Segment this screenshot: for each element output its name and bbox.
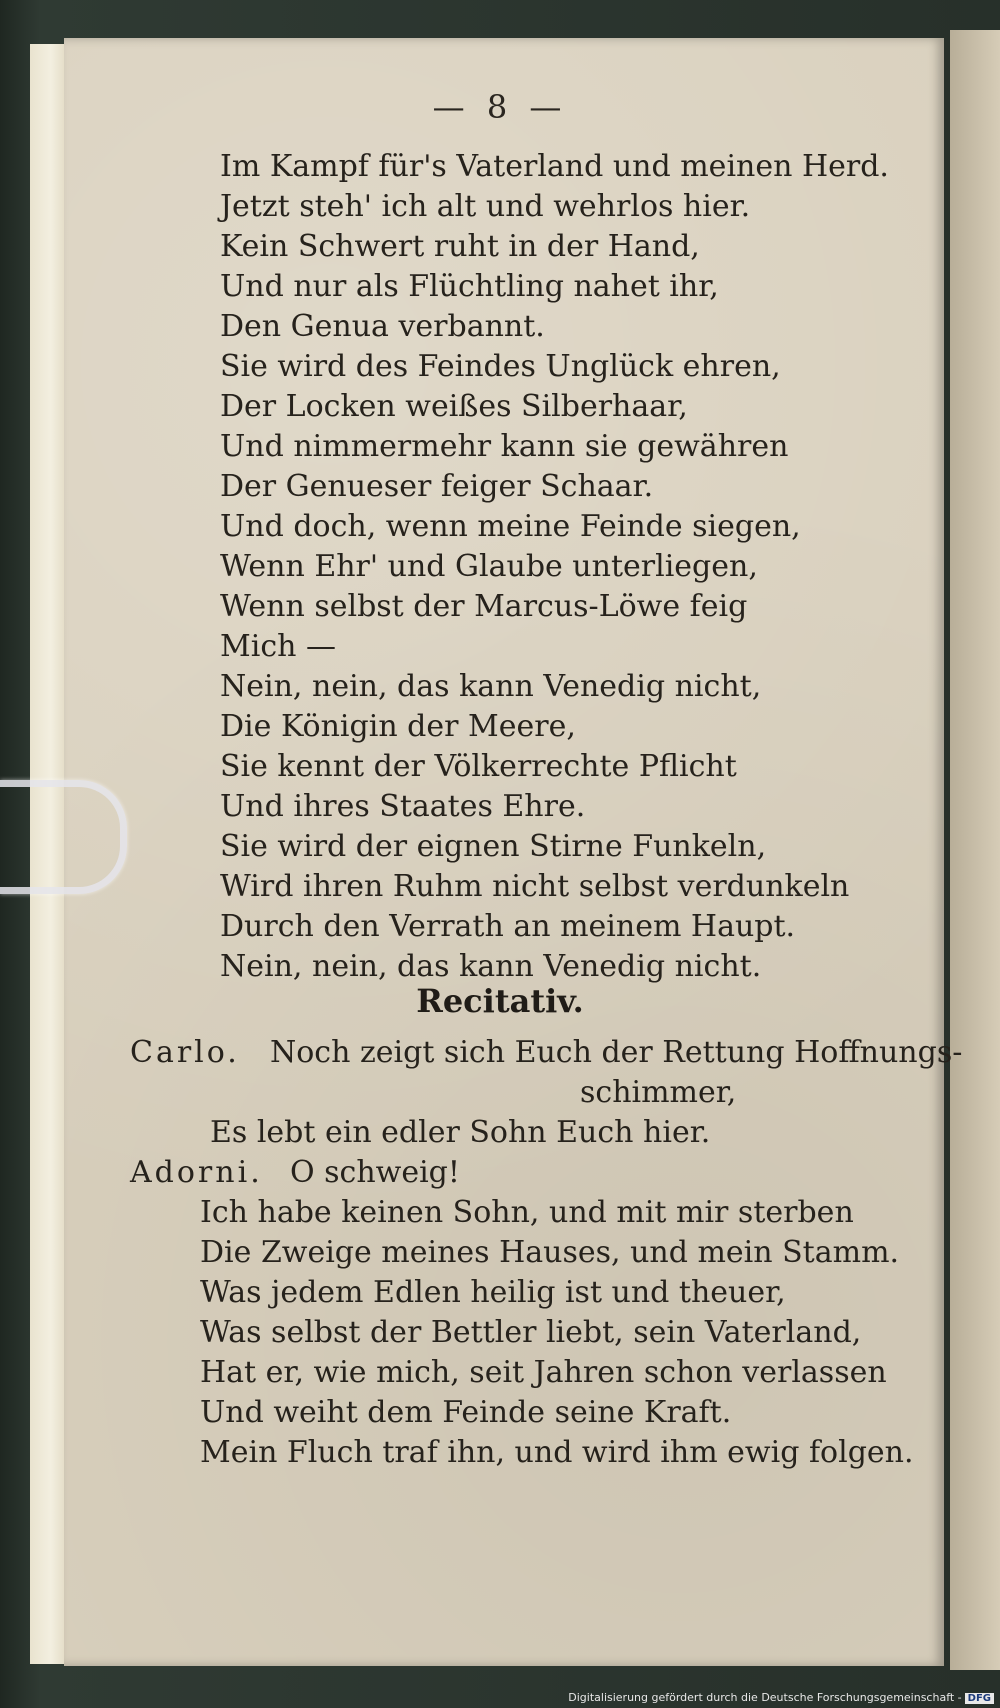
- verse-line: Mich —: [220, 629, 336, 664]
- verse-line: Im Kampf für's Vaterland und meinen Herd.: [220, 149, 889, 184]
- page-number: — 8 —: [432, 88, 568, 126]
- dialogue-line: Ich habe keinen Sohn, und mit mir sterben: [200, 1195, 854, 1230]
- verse-line: Und nur als Flüchtling nahet ihr,: [220, 269, 719, 304]
- section-heading: Recitativ.: [416, 982, 584, 1020]
- verse-line: Und doch, wenn meine Feinde siegen,: [220, 509, 801, 544]
- dialogue-line: Es lebt ein edler Sohn Euch hier.: [210, 1115, 711, 1150]
- verse-line: Jetzt steh' ich alt und wehrlos hier.: [220, 189, 751, 224]
- dialogue-line: Mein Fluch traf ihn, und wird ihm ewig folgen.: [200, 1435, 914, 1470]
- verse-line: Den Genua verbannt.: [220, 309, 545, 344]
- verse-line: Und nimmermehr kann sie gewähren: [220, 429, 789, 464]
- dialogue-line: schimmer,: [580, 1075, 737, 1110]
- verse-line: Der Genueser feiger Schaar.: [220, 469, 654, 504]
- dialogue-line: Die Zweige meines Hauses, und mein Stamm.: [200, 1235, 900, 1270]
- verse-line: Kein Schwert ruht in der Hand,: [220, 229, 700, 264]
- verse-line: Der Locken weißes Silberhaar,: [220, 389, 688, 424]
- page-clip: [0, 780, 127, 894]
- dialogue-line: O schweig!: [290, 1155, 460, 1190]
- verse-line: Die Königin der Meere,: [220, 709, 576, 744]
- speaker-carlo: Carlo.: [130, 1035, 240, 1070]
- verse-line: Nein, nein, das kann Venedig nicht,: [220, 669, 762, 704]
- verse-line: Wenn Ehr' und Glaube unterliegen,: [220, 549, 758, 584]
- digitization-credit: [568, 1691, 994, 1704]
- verse-line: Wird ihren Ruhm nicht selbst verdunkeln: [220, 869, 850, 904]
- dialogue-line: Was jedem Edlen heilig ist und theuer,: [200, 1275, 786, 1310]
- verse-line: Sie kennt der Völkerrechte Pflicht: [220, 749, 737, 784]
- verse-line: Nein, nein, das kann Venedig nicht.: [220, 949, 762, 984]
- dfg-logo: DFG: [965, 1693, 994, 1704]
- credit-text: Digitalisierung gefördert durch die Deutsche Forschungsgemeinschaft -: [568, 1691, 962, 1704]
- facing-page-edge: [950, 30, 1000, 1670]
- speaker-adorni: Adorni.: [130, 1155, 263, 1190]
- dialogue-line: Was selbst der Bettler liebt, sein Vaterland,: [200, 1315, 862, 1350]
- verse-line: Und ihres Staates Ehre.: [220, 789, 586, 824]
- dialogue-line: Noch zeigt sich Euch der Rettung Hoffnungs-: [270, 1035, 963, 1070]
- dialogue-line: Hat er, wie mich, seit Jahren schon verlassen: [200, 1355, 887, 1390]
- dialogue-line: Und weiht dem Feinde seine Kraft.: [200, 1395, 732, 1430]
- verse-line: Sie wird des Feindes Unglück ehren,: [220, 349, 781, 384]
- verse-line: Sie wird der eignen Stirne Funkeln,: [220, 829, 767, 864]
- verse-line: Durch den Verrath an meinem Haupt.: [220, 909, 796, 944]
- verse-line: Wenn selbst der Marcus-Löwe feig: [220, 589, 748, 624]
